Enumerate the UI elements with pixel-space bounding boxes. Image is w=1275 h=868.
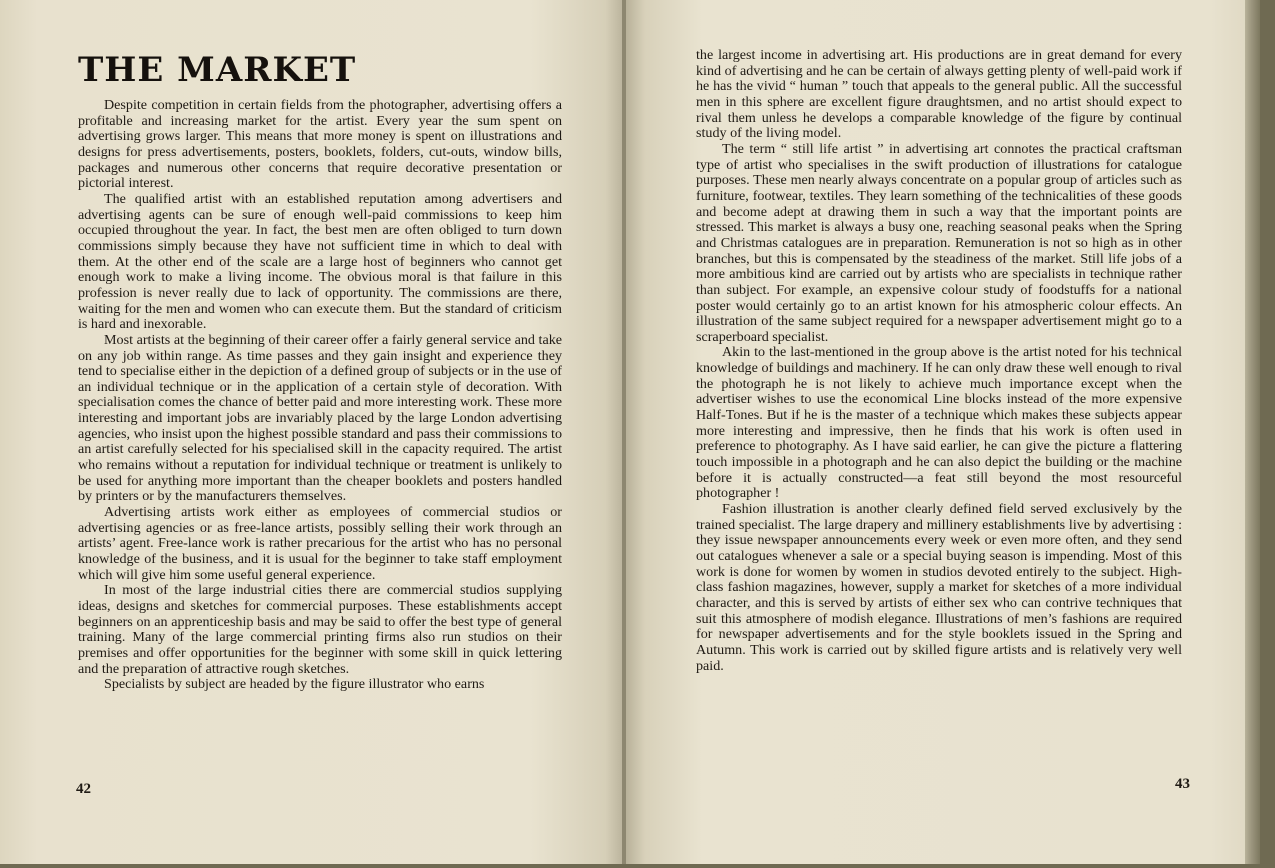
- page-number: 42: [76, 781, 91, 797]
- left-page: [0, 0, 624, 868]
- page-number: 43: [1175, 776, 1190, 792]
- paragraph: Specialists by subject are headed by the figure illustrator who earns: [104, 676, 485, 693]
- book-bottom-edge: [0, 864, 1275, 868]
- paragraph: The qualified artist with an established reputation among advertisers and advertising agents can be sure of enough well-paid commissions to keep him occupied throughout the year. In fact, the best men are often obliged to turn down commissions simply because they have not sufficient time in which to deal with them. At the other end of the scale are a large host of beginners who cannot get enough work to make a living income. The obvious moral is that failure in this profession is never really due to lack of opportunity. The commissions are there, waiting for the men and women who can execute them. But the standard of criticism is hard and inexorable.: [78, 190, 562, 333]
- paragraph: Advertising artists work either as employees of commercial studios or advertising agencies or as free-lance artists, possibly selling their work through an artists’ agent. Free-lance work is rather precarious for the artist who has no personal knowledge of the business, and it is usual for the beginner to take staff employment which will give him some useful general experience.: [78, 504, 562, 583]
- paragraph: Fashion illustration is another clearly defined field served exclusively by the trained specialist. The large drapery and millinery establishments live by advertising : they issue newspaper announcements every week or even more often, and they send out catalogues whenever a sale or a special buying season is impending. Most of this work is done for women by women in studios devoted entirely to the subject. High-class fashion magazines, however, supply a market for sketches of a more individual character, and this is served by artists of either sex who can contrive techniques that suit this atmosphere of modish elegance. Illustrations of men’s fashions are required for newspaper advertisements and for the style booklets issued in the Spring and Autumn. This work is carried out by skilled figure artists and is relatively very well paid.: [696, 501, 1182, 674]
- paragraph: In most of the large industrial cities there are commercial studios supplying ideas, designs and sketches for commercial purposes. These establishments accept beginners on an apprenticeship basis and may be said to offer the best type of general training. Many of the large commercial printing firms also run studios on their premises and offer opportunities for the beginner with some skill in quick lettering and the preparation of attractive rough sketches.: [78, 582, 562, 677]
- paragraph: the largest income in advertising art. His productions are in great demand for every kind of advertising and he can be certain of always getting plenty of well-paid work if he has the vivid “ human ” touch that appeals to the general public. All the successful men in this sphere are excellent figure draughtsmen, and no artist should expect to rival them unless he develops a comparable knowledge of the figure by continual study of the living model.: [696, 47, 1182, 142]
- paragraph: Most artists at the beginning of their career offer a fairly general service and take on any job within range. As time passes and they gain insight and experience they tend to specialise either in the depiction of a defined group of subjects or in the use of an individual technique or in the application of a certain style of decoration. With specialisation comes the chance of better paid and more interesting work. These more interesting and important jobs are invariably placed by the large London advertising agencies, who insist upon the highest possible standard and pass their commissions to an artist carefully selected for his specialised skill in the capacity required. The artist who remains without a reputation for individual technique or treatment is unlikely to be used for anything more important than the cheaper booklets and posters handled by printers or by the manufacturers themselves.: [78, 331, 562, 505]
- paragraph: Despite competition in certain fields from the photographer, advertising offers a profitable and increasing market for the artist. Every year the sum spent on advertising grows larger. This means that more money is spent on illustrations and designs for press advertisements, posters, booklets, folders, cut-outs, window bills, packages and numerous other concerns that require decorative presentation or pictorial interest.: [78, 97, 562, 192]
- page-edge: [1245, 0, 1260, 868]
- left-page-body: [78, 98, 562, 693]
- paragraph: Akin to the last-mentioned in the group above is the artist noted for his technical knowledge of buildings and machinery. If he can only draw these well enough to rival the photograph he is not likely to achieve much importance except when the advertiser wishes to use the economical Line blocks instead of the more expensive Half-Tones. But if he is the master of a technique which makes these subjects appear more interesting and impressive, then he finds that his work is often used in preference to photography. As I have said earlier, he can give the picture a flattering touch impossible in a photograph and he can also depict the building or the machine before it is actually constructed—a feat still beyond the most resourceful photographer !: [696, 344, 1182, 502]
- paragraph: The term “ still life artist ” in advertising art connotes the practical craftsman type of artist who specialises in the swift production of illustrations for catalogue purposes. These men nearly always concentrate on a popular group of articles such as furniture, footwear, textiles. They learn something of the technicalities of these goods and become adept at drawing them in such a way that the important points are stressed. This market is always a busy one, reaching seasonal peaks when the Spring and Christmas catalogues are in preparation. Remuneration is not so high as in other branches, but this is compensated by the steadiness of the market. Still life jobs of a more ambitious kind are carried out by artists who are specialists in technique rather than subject. For example, an expensive colour study of foodstuffs for a national poster would certainly go to an artist known for his atmospheric colour effects. An illustration of the same subject required for a newspaper advertisement might go to a scraperboard specialist.: [696, 140, 1182, 345]
- page-title: THE MARKET: [78, 50, 357, 90]
- right-page-body: [696, 48, 1182, 674]
